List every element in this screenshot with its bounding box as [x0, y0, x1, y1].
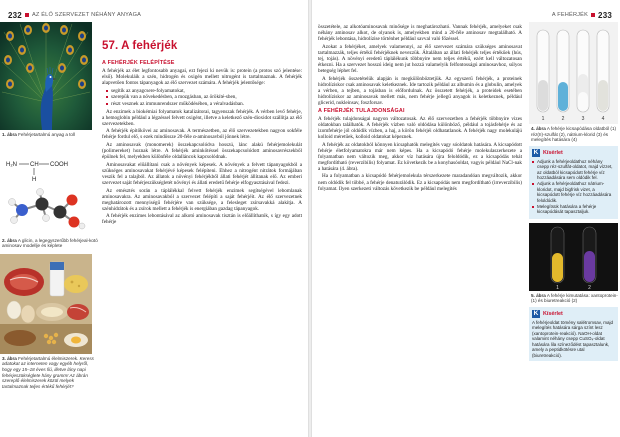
header-marker: [591, 13, 595, 17]
hydrogen-atom: [9, 198, 16, 205]
tube-label: 3: [581, 116, 585, 122]
tube-label: 2: [561, 116, 565, 122]
tube-label: 1: [556, 284, 559, 291]
experiment-icon: K: [533, 148, 539, 156]
page-number: 233: [598, 10, 612, 20]
figure-1-caption: 1. ábra Fehérjetartalmú anyag a toll: [2, 132, 76, 137]
experiment-box-1: [529, 146, 618, 219]
test-tubes-image: [529, 22, 618, 124]
chapter-title: 57. A fehérjék: [102, 40, 178, 52]
paragraph: Ha a folyamatban a kicsapódó fehérjemolekula térszerkezete maradandóan megváltozik, akkor nem oldódik fel többé, a fehérje denaturálódik. Ez a kicsapódás nem megfordítható (irreverzibilis) folyamat. Ilyen szerkezeti változás következik be például melegítés: [318, 173, 522, 192]
protein-foods-photo: [0, 254, 92, 354]
hydrogen-atom: [11, 216, 18, 223]
header-marker: [25, 13, 29, 17]
figure-5-caption: 5. ábra A fehérje kimutatása: xantoprotein- (1) és biuretreakció (2): [531, 292, 618, 304]
tube-label: 1: [541, 116, 545, 122]
figure-2-caption: 2. ábra A glicin, a legegyszerűbb fehérjeal-kotó aminosav modellje és képlete: [2, 237, 98, 249]
paragraph: A fehérjék tulajdonságai nagyon változatosak. Az élő szervezetben a fehérjék többnyire vizes oldatokban találhatók. A fehérjék vízben való oldódása különböző, például a tojásfehérje és az izomfehérje jól oldódik vízben, a haj, a körön fehérjéi oldhatatlanok. A fehérjék nagy molekulájú kolloid méretűek, kolloid oldatokat képeznek.: [318, 115, 522, 140]
experiment-step: Melegítsük hatására a fehérje kicsapódását tapasztaljuk.: [532, 204, 615, 215]
oxygen-atom: [69, 216, 80, 227]
carbon-atom: [36, 197, 49, 210]
left-figure-column: [0, 22, 98, 389]
right-page-header: [552, 10, 612, 20]
formula-h: H: [32, 176, 37, 183]
hydrogen-atom: [79, 223, 85, 229]
paragraph: A fehérjék építőkövei az aminosavak. A természetben, az élő szervezetekben nagyon sokféle fehérje fordul elő, s ezek mindössze 20-féle α-aminosavból jönnek létre.: [102, 128, 302, 141]
page-number: 232: [8, 10, 22, 20]
running-header: A FEHÉRJÉK: [551, 12, 589, 18]
figure-4-caption: 4. ábra A fehérje kicsapódása oldatból (1) réz(II)-szulfát (2), nátrium-klorid (3) és melegítés hatására (4): [531, 126, 617, 143]
tube-label: 4: [601, 116, 605, 122]
right-figure-column: [529, 22, 618, 361]
formula-h2n: H₂N: [6, 161, 17, 168]
paragraph: Azokat a fehérjéket, amelyek valamennyi, az élő szervezet számára szükséges aminosavat tartalmazzák, teljes értékű fehérjéknek nevezzük. Általában az állati fehérjék teljes értékűek (hús, tej, tojás). A növényi eredetű táplálékunk többnyire nem teljes értékű, ezért kell változatosan étkezni. Ha a szervezet hosszú ideig nem jut hozzá valamelyik felfontosságú aminosavhoz, súlyos betegség léphet fel.: [318, 43, 522, 74]
paragraph: Az emésztés során a táplálékkal felvett fehérjék enzimek segítségével lebomlanak aminosavakra. Az aminosavakból a szervezet felépíti a saját fehérjéit. Az élő szervezetnek meghatározott mennyiségű fehérjére van szüksége, a felesleget zsírsavakká alakítja. A szénhidrátok és a zsírok mellett a fehérjék is energiában gazdag tápanyagok.: [102, 187, 302, 212]
nitrogen-atom: [16, 204, 28, 216]
experiment-text: A fehérjeoldat tömény salétromsav, majd melegítés hatására sárga színt lesz (xantoprotein-reakció). NaOH-oldat valamint néhány csepp CuSO₄-oldat hatására lila színeződést tapasztalunk, amely a peptidkötésre utal (biuretreakció).: [532, 319, 613, 358]
section-heading: A FEHÉRJÉK TULAJDONSÁGAI: [318, 107, 405, 114]
detection-tubes-image: [529, 223, 618, 291]
running-header: AZ ÉLŐ SZERVEZET NÉHÁNY ANYAGA: [31, 12, 142, 18]
protein-foods-image: [0, 254, 92, 354]
paragraph: Az enzimek a biokémiai folyamatok katalizátorai, tagyenszak fehérjék. A vérben levő fehérje, a hemoglobin például a légzéssel felvett oxigént, illetve a keletkező szén-dioxidot szállítja az élő szervezetekben.: [102, 108, 302, 127]
peacock-image: [0, 22, 92, 130]
precipitation-photo: [529, 22, 618, 124]
oxygen-atom: [67, 194, 78, 205]
hydrogen-atom: [37, 188, 44, 195]
glycine-structure: [0, 144, 92, 236]
right-text-column: [318, 24, 522, 193]
left-page: [0, 0, 308, 437]
tube-label: 2: [588, 284, 591, 291]
experiment-step: Adjunk a fehérjeoldathoz nátrium-kloridot, majd bigfrisk vizet, a kicsapódott fehérje víz hozzáadására feloldódik.: [532, 181, 615, 203]
figure-3-caption: 3. ábra Fehérjetartalmú élelmiszerek. Keress adatokat az interneten vagy egyéb helyről, hogy egy 15–18 éves fiú, illetve lány napi fehérjeszükséglete hány gramm! Az ábrán szereplő élelmiszerek közül melyek tartalmaznak teljes értékű fehérjét?: [2, 355, 94, 389]
formula-ch: CH: [30, 161, 39, 168]
paragraph: összetétele, az alkotóaminosavak minősége is meghatározható. Vannak fehérjék, amelyeket csak néhány aminosav alkot, de olyanok is, amelyekben mind a 20-féle aminosav megtalálható. A fehérjék lebontása, hidrolízise történhet például savval való főzéssel.: [318, 24, 522, 43]
peacock-photo: [0, 22, 92, 130]
significance-list: [106, 88, 302, 107]
hydrogen-atom: [43, 214, 50, 221]
carbon-atom: [54, 205, 67, 218]
experiment-heading: Kísérlet: [543, 149, 563, 156]
list-item: részt vesznek az immunrendszer működésében, a véralvadásban.: [106, 101, 302, 107]
section-heading: A FEHÉRJÉK FELÉPÍTÉSE: [102, 60, 175, 66]
paragraph: A fehérjék összetételük alapján is megkülönböztetjük. Az egyszerű fehérjék, a proteinek hidrolíziskor csak aminosavak keletkeznek. Ide tartozik például az albumin és a globulin, amelyek a vérben, a tejben, a tojásban is előfordulnak. Az összetett fehérjék, a proteidek esetében hidrolíziskor az aminosavak mellett más, nem fehérje jellegű anyagok is keletkeznek, például glicerid, nukleinsav, foszforsav.: [318, 75, 522, 106]
paragraph: A fehérjék az élet legfontosabb anyagai, ezt fejezi ki nevük is: protein (a protos szó jelentése: első). Molekuláik a szén, hidrogén és oxigén mellett nitrogént is tartalmaznak. A fehérjék alapvetően fontos tápanyagok az élő szervezet számára. A fehérjék jelentősége:: [102, 68, 302, 87]
left-page-header: [8, 10, 141, 20]
paragraph: Az aminosavak (monomerek) összekapcsolódva hosszú, lánc alakú fehérjemolekulát (polimereket) hoznak létre. A fehérjék aminkötéssel összekapcsolódott aminosavrészekből épülnek fel, melyekben különféle oldalláncok kapcsolódnak.: [102, 142, 302, 161]
experiment-icon: K: [533, 309, 539, 317]
left-text-column: [102, 58, 302, 227]
list-item: szerepük van a növekedésben, a mozgásban, az örökíté-sben,: [106, 94, 302, 100]
paragraph: A fehérjék az oldatokból könnyen kicsaphatók melegítés vagy sóoldatok hatására. A kicsapódott fehérje életfolyamatokra már nem képes. Ha a kicsapódó fehérje molekulaszerkezete a folyamatban nem változik meg, akkor víz hatására újra feloldódik, ez a kicsapódás tehát megfordítható (reverzibilis) folyamat. Ez következik be a konyhasóoldat, vagyis például NaCl-nak a hatására (4. ábra).: [318, 141, 522, 172]
experiment-step: Adjunk a fehérjeoldathoz néhány csepp réz-szulfát-oldatot, majd vízzet, az oldatból kicsapódott fehérje víz hozzáadására sem oldódik fel.: [532, 159, 615, 181]
glycine-figure: [0, 144, 92, 236]
list-item: segítik az anyagcsere-folyamatokat,: [106, 88, 302, 94]
experiment-box-2: [529, 307, 618, 362]
experiment-heading: Kísérlet: [543, 310, 563, 317]
paragraph: A fehérjék enzimes lebontásával az alkotó aminosavak tisztán is előállíthatók, s így egy adott fehérje: [102, 213, 302, 226]
right-page: [312, 0, 620, 437]
protein-detection-photo: [529, 223, 618, 291]
formula-cooh: COOH: [50, 161, 68, 168]
paragraph: Aminosavakat előállítani csak a növények képesek. A növények a felvett tápanyagokból a szükséges aminosavakat fehérjévé képesek felépíteni. Ehhez a nitrogént nitrátok formájában veszik fel a talajból. Az állatok a növényi fehérjékből állati fehérjét állítanak elő. Az emberi szervezet saját fehérjeszükségletét növényi és állati eredetű fehérje elfogyasztásával fedezi.: [102, 161, 302, 186]
